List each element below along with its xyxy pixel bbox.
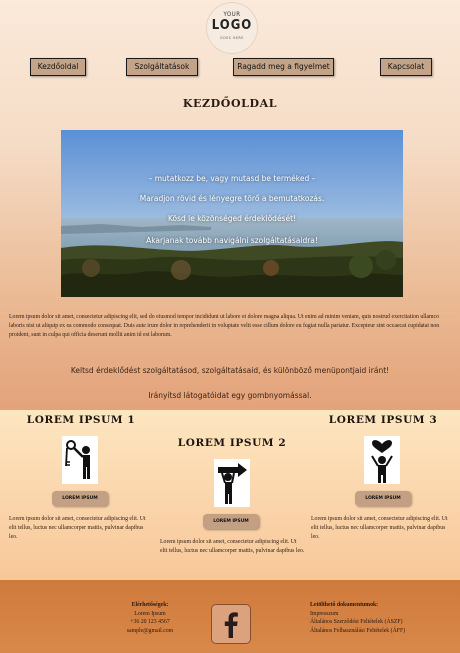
footer-doc-impresszum[interactable]: Impresszum bbox=[310, 610, 339, 617]
nav-contact-button[interactable]: Kapcsolat bbox=[380, 58, 432, 76]
card-2-title: LOREM IPSUM 2 bbox=[177, 437, 287, 449]
intro-paragraph: Lorem ipsum dolor sit amet, consectetur adipiscing elit, sed do eiusmod tempor incididunt ut labore et dolore magna aliqua. Ut enim ad minim veniam, quis nostrud exercitation ullamco laboris nisi ut aliquip ex ea commodo consequat. Duis aute irure dolor in reprehenderit in voluptate velit esse cillum dolore eu fugiat nulla pariatur. Excepteur sint occaecat cupidatat non proident, sunt in culpa qui officia deserunt mollit anim id est laborum. bbox=[9, 314, 440, 338]
footer-doc-aszf[interactable]: Általános Szerződési Feltételek (ÁSZF) bbox=[310, 619, 403, 625]
footer-email[interactable]: sample@gmail.com bbox=[126, 627, 174, 634]
footer-name: Lorem Ipsum bbox=[134, 610, 166, 617]
card-2-text: Lorem ipsum dolor sit amet, consectetur adipiscing elit. Ut elit tellus, luctus nec ullamcorper mattis, pulvinar dapibus leo. bbox=[160, 539, 305, 554]
nav-attention-button[interactable]: Ragadd meg a figyelmet bbox=[233, 58, 334, 76]
facebook-icon[interactable] bbox=[212, 605, 250, 643]
arrow-person-icon bbox=[214, 459, 250, 507]
hero-line-2: Maradjon rövid és lényegre törő a bemutatkozás. bbox=[139, 194, 325, 203]
card-1-title: LOREM IPSUM 1 bbox=[26, 414, 136, 426]
nav-home-button[interactable]: Kezdőoldal bbox=[30, 58, 86, 76]
hero-line-1: – mutatkozz be, vagy mutasd be terméked – bbox=[148, 174, 316, 183]
logo-line-1: YOUR bbox=[223, 11, 241, 18]
key-person-icon bbox=[62, 436, 98, 484]
nav-services-button[interactable]: Szolgáltatások bbox=[126, 58, 198, 76]
logo-line-2: LOGO bbox=[211, 18, 253, 33]
footer-contact bbox=[100, 601, 200, 635]
logo-line-3: GOES HERE bbox=[220, 36, 244, 40]
cta-line-1: Keltsd érdeklődést szolgáltatásod, szolgáltatásaid, és különböző menüpontjaid iránt! bbox=[70, 366, 390, 375]
footer-documents bbox=[310, 601, 455, 635]
heart-person-icon bbox=[364, 436, 400, 484]
card-2-button[interactable]: LOREM IPSUM bbox=[203, 514, 259, 529]
card-3-button[interactable]: LOREM IPSUM bbox=[355, 491, 411, 506]
card-1-button[interactable]: LOREM IPSUM bbox=[52, 491, 108, 506]
cta-line-2: Irányítsd látogatóidat egy gombnyomással. bbox=[148, 391, 312, 400]
card-3-text: Lorem ipsum dolor sit amet, consectetur adipiscing elit. Ut elit tellus, luctus nec ullamcorper mattis, pulvinar dapibus leo. bbox=[311, 516, 448, 540]
site-logo[interactable] bbox=[207, 3, 257, 53]
footer-phone[interactable]: +36 20 123 4567 bbox=[130, 619, 170, 625]
footer-docs-heading: Letölthető dokumentumok: bbox=[310, 602, 379, 608]
hero-line-3: Kösd le közönséged érdeklődését! bbox=[167, 214, 297, 223]
footer-contact-heading: Elérhetőségek: bbox=[131, 602, 169, 608]
footer-doc-aff[interactable]: Általános Felhasználási Feltételek (ÁFF) bbox=[310, 627, 406, 634]
card-3-title: LOREM IPSUM 3 bbox=[328, 414, 438, 426]
card-1-text: Lorem ipsum dolor sit amet, consectetur adipiscing elit. Ut elit tellus, luctus nec ullamcorper mattis, pulvinar dapibus leo. bbox=[9, 516, 146, 540]
hero-line-4: Akarjanak tovább navigálni szolgáltatásaidra! bbox=[146, 236, 318, 245]
page-title: KEZDŐOLDAL bbox=[182, 97, 278, 110]
hero-banner bbox=[61, 130, 403, 297]
